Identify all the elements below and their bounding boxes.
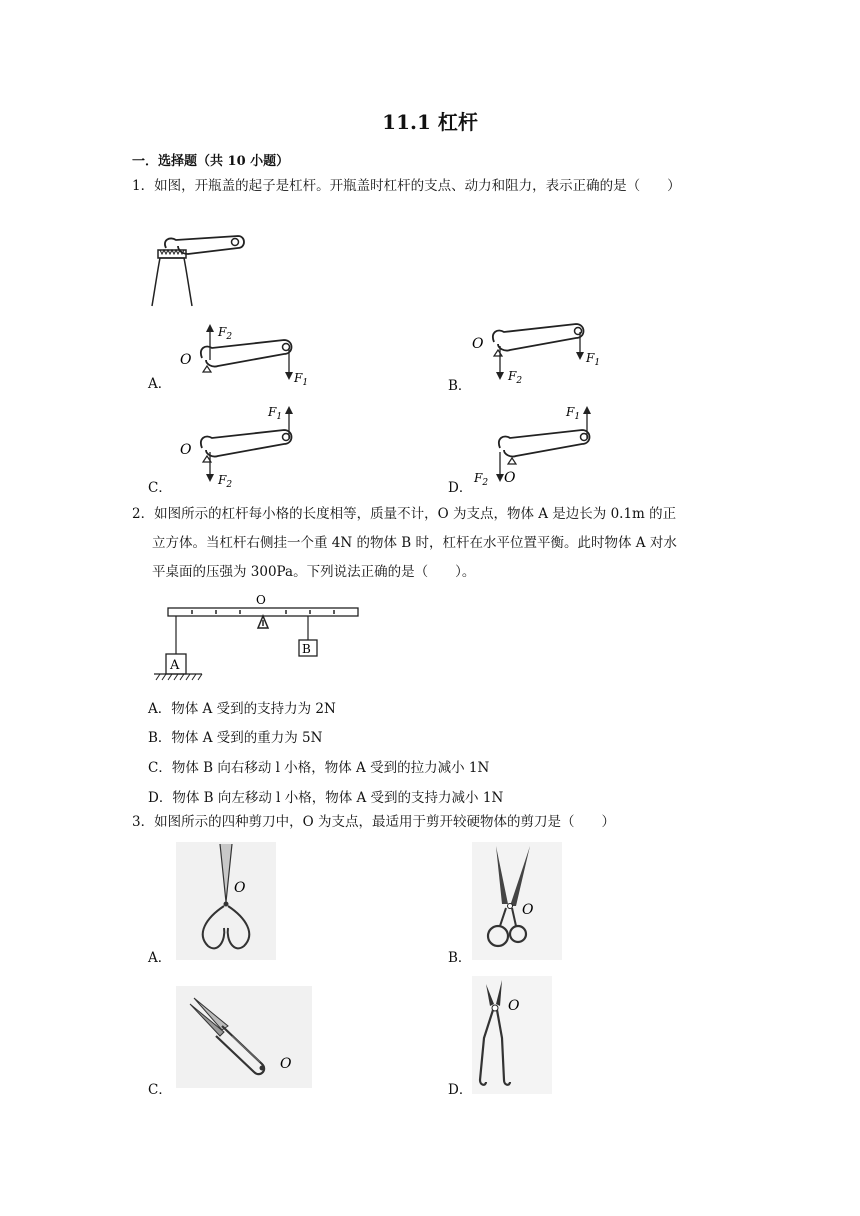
q3a-o-label: O bbox=[234, 880, 246, 896]
q1-option-c-label: C． bbox=[148, 480, 172, 496]
q3-option-d-label: D． bbox=[448, 1082, 473, 1098]
question-3-stem: 3．如图所示的四种剪刀中，O 为支点，最适用于剪开较硬物体的剪刀是（ ） bbox=[132, 814, 615, 830]
q3-option-b-label: B． bbox=[448, 950, 472, 966]
q2-stem-line-2: 立方体。当杠杆右侧挂一个重 4N 的物体 B 时，杠杆在水平位置平衡。此时物体 A 对水 bbox=[152, 535, 677, 551]
q2-option-a: A．物体 A 受到的支持力为 2N bbox=[148, 701, 336, 717]
q1-option-d-figure bbox=[470, 398, 610, 490]
q1-option-b-figure bbox=[470, 320, 610, 386]
q1-option-d-label: D． bbox=[448, 480, 473, 496]
q1d-o-label: O bbox=[504, 470, 516, 486]
q3-option-c-label: C． bbox=[148, 1082, 172, 1098]
bottle-opener-figure bbox=[140, 232, 250, 308]
q1d-f1-label: $F_1$ bbox=[566, 405, 581, 422]
page-title: 11.1 杠杆 bbox=[382, 110, 478, 134]
q3-option-b-figure bbox=[472, 842, 562, 960]
q3c-o-label: O bbox=[280, 1056, 292, 1072]
q2-option-d: D．物体 B 向左移动 l 小格，物体 A 受到的支持力减小 1N bbox=[148, 790, 504, 806]
q3b-o-label: O bbox=[522, 902, 534, 918]
q3-option-d-figure bbox=[472, 976, 552, 1094]
question-2-stem bbox=[132, 500, 752, 587]
q2-a-block-label: A bbox=[170, 658, 180, 673]
q3-option-a-figure bbox=[176, 842, 276, 960]
q2-option-b: B．物体 A 受到的重力为 5N bbox=[148, 730, 323, 746]
q1c-o-label: O bbox=[180, 442, 192, 458]
q3-option-c-figure bbox=[176, 986, 312, 1088]
lever-balance-figure bbox=[150, 590, 364, 688]
q1a-f2-label: $F_2$ bbox=[218, 325, 233, 342]
q2-option-c: C．物体 B 向右移动 l 小格，物体 A 受到的拉力减小 1N bbox=[148, 760, 490, 776]
q3d-o-label: O bbox=[508, 998, 520, 1014]
q1c-f1-label: $F_1$ bbox=[268, 405, 283, 422]
q1b-o-label: O bbox=[472, 336, 484, 352]
q1c-f2-label: $F_2$ bbox=[218, 473, 233, 490]
q1d-f2-label: $F_2$ bbox=[474, 471, 489, 488]
q1a-o-label: O bbox=[180, 352, 192, 368]
q1-option-a-figure bbox=[172, 320, 312, 386]
q1-option-c-figure bbox=[172, 398, 312, 490]
q2-b-block-label: B bbox=[302, 642, 311, 656]
q1a-f1-label: $F_1$ bbox=[294, 371, 309, 386]
q1-option-a-label: A． bbox=[148, 376, 172, 392]
q1b-f2-label: $F_2$ bbox=[508, 369, 523, 386]
q2-stem-line-3: 平桌面的压强为 300Pa。下列说法正确的是（ ）。 bbox=[152, 564, 476, 580]
q2-o-label: O bbox=[256, 593, 266, 607]
q1b-f1-label: $F_1$ bbox=[586, 351, 601, 368]
q2-stem-line-1: 2．如图所示的杠杆每小格的长度相等，质量不计，O 为支点，物体 A 是边长为 0.1m 的正 bbox=[132, 506, 677, 522]
q3-option-a-label: A． bbox=[148, 950, 172, 966]
question-1-stem: 1．如图，开瓶盖的起子是杠杆。开瓶盖时杠杆的支点、动力和阻力，表示正确的是（ ） bbox=[132, 178, 681, 194]
q1-option-b-label: B． bbox=[448, 378, 472, 394]
section-heading: 一．选择题（共 10 小题） bbox=[132, 154, 290, 169]
